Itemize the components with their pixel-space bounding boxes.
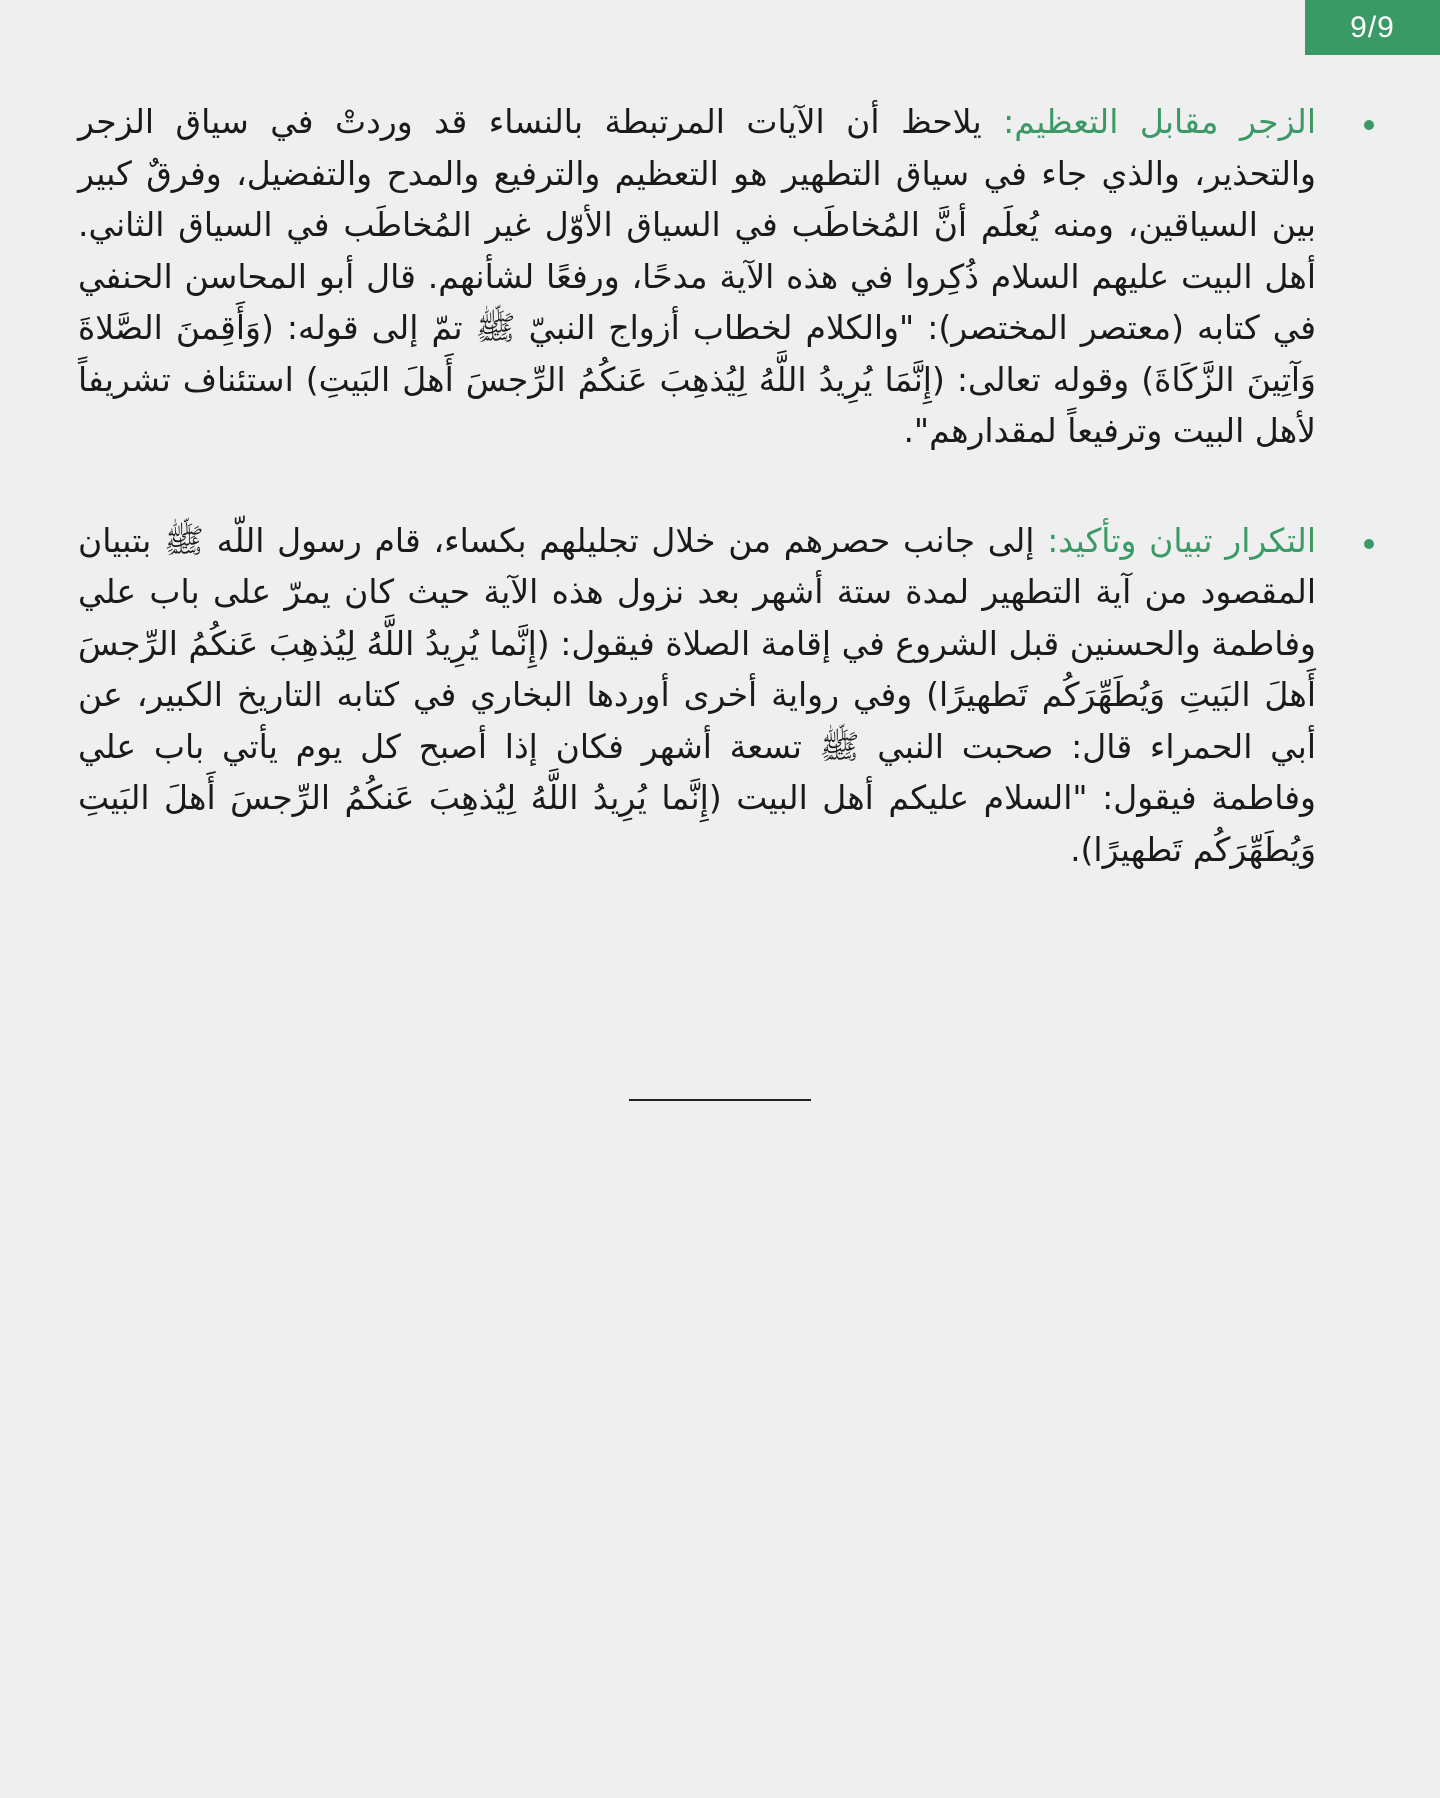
- bullet-dot-icon: [1364, 120, 1374, 130]
- bullet-item-1: [78, 96, 1316, 457]
- page-indicator: 9/9: [1305, 0, 1440, 55]
- article-body: [78, 96, 1316, 933]
- bullet-heading: التكرار تبيان وتأكيد:: [1047, 520, 1316, 560]
- bullet-item-2: [78, 515, 1316, 876]
- bullet-paragraph: [78, 96, 1316, 457]
- bullet-paragraph: [78, 515, 1316, 876]
- bullet-dot-icon: [1364, 539, 1374, 549]
- bullet-body: إلى جانب حصرهم من خلال تجليلهم بكساء، قام رسول اللّه ﷺ بتبيان المقصود من آية التطهير لمدة ستة أشهر بعد نزول هذه الآية حيث كان يمرّ على باب علي وفاطمة والحسنين قبل الشروع في إقامة الصلاة فيقول: (إِنَّما يُرِيدُ اللَّهُ لِيُذهِبَ عَنكُمُ الرِّجسَ أَهلَ البَيتِ وَيُطَهِّرَكُم تَطهيرًا) وفي رواية أخرى أوردها البخاري في كتابه التاريخ الكبير، عن أبي الحمراء قال: صحبت النبي ﷺ تسعة أشهر فكان إذا أصبح كل يوم يأتي باب علي وفاطمة فيقول: "السلام عليكم أهل البيت (إِنَّما يُرِيدُ اللَّهُ لِيُذهِبَ عَنكُمُ الرِّجسَ أَهلَ البَيتِ وَيُطَهِّرَكُم تَطهيرًا).: [78, 520, 1316, 869]
- bullet-body: يلاحظ أن الآيات المرتبطة بالنساء قد وردتْ في سياق الزجر والتحذير، والذي جاء في سياق التطهير هو التعظيم والترفيع والمدح والتفضيل، وفرقٌ كبير بين السياقين، ومنه يُعلَم أنَّ المُخاطَب في السياق الأوّل غير المُخاطَب في السياق الثاني. أهل البيت عليهم السلام ذُكِروا في هذه الآية مدحًا، ورفعًا لشأنهم. قال أبو المحاسن الحنفي في كتابه (معتصر المختصر): "والكلام لخطاب أزواج النبيّ ﷺ تمّ إلى قوله: (وَأَقِمنَ الصَّلاةَ وَآتِينَ الزَّكَاةَ) وقوله تعالى: (إِنَّمَا يُرِيدُ اللَّهُ لِيُذهِبَ عَنكُمُ الرِّجسَ أَهلَ البَيتِ) استئناف تشريفاً لأهل البيت وترفيعاً لمقدارهم".: [78, 102, 1316, 450]
- bullet-list: [78, 96, 1316, 875]
- bullet-heading: الزجر مقابل التعظيم:: [1003, 102, 1316, 141]
- end-divider: [629, 1099, 811, 1101]
